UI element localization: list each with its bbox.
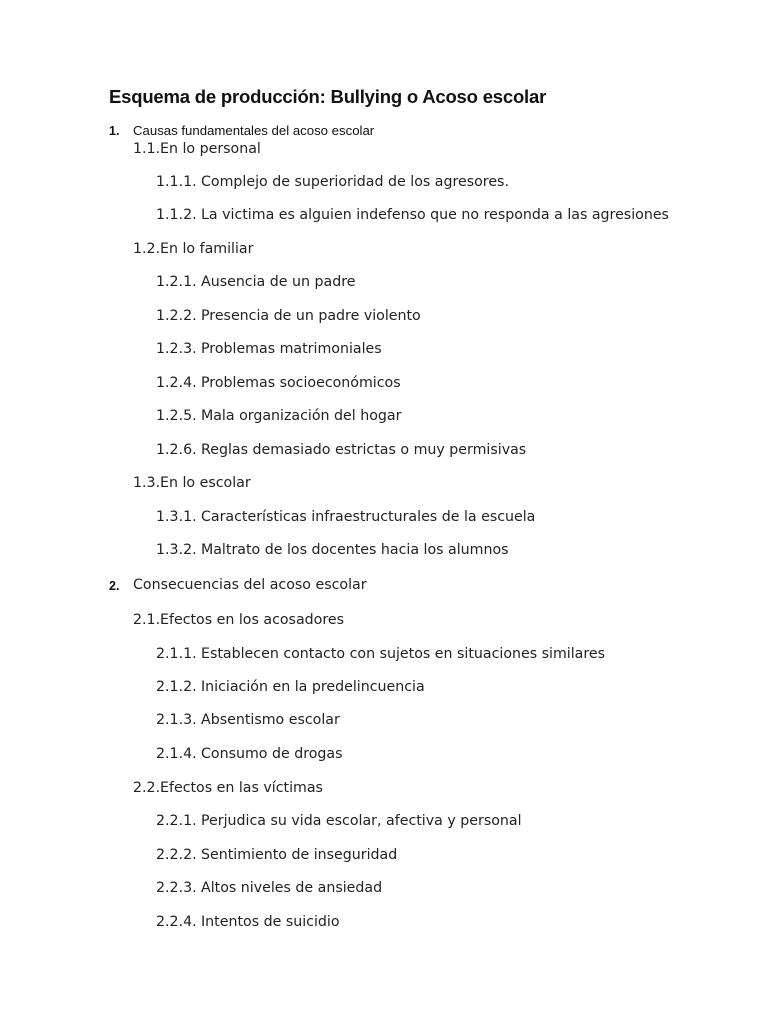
list-item — [156, 442, 526, 458]
list-item — [156, 679, 425, 695]
list-item — [156, 308, 421, 324]
subsection-label: En lo familiar — [160, 241, 254, 257]
item-label: Establecen contacto con sujetos en situaciones similares — [201, 646, 606, 662]
document-title: Esquema de producción: Bullying o Acoso escolar — [109, 86, 547, 107]
item-number: 1.2.4. — [156, 375, 197, 391]
list-item — [156, 880, 382, 896]
list-item — [156, 813, 522, 829]
subsection-label: Efectos en las víctimas — [160, 780, 323, 796]
list-item — [156, 341, 382, 357]
subsection-number: 1.1. — [133, 141, 161, 157]
list-item — [156, 542, 509, 558]
list-item — [156, 408, 401, 424]
item-label: Reglas demasiado estrictas o muy permisivas — [201, 442, 527, 458]
subsection-label: En lo personal — [160, 141, 261, 157]
item-number: 1.2.2. — [156, 308, 197, 324]
item-label: Ausencia de un padre — [201, 274, 356, 290]
item-number: 2.1.1. — [156, 646, 197, 662]
item-label: La victima es alguien indefenso que no responda a las agresiones — [201, 207, 669, 223]
item-number: 2.2.4. — [156, 914, 197, 930]
list-item — [156, 746, 343, 762]
item-number: 2.2.2. — [156, 847, 197, 863]
list-item — [156, 646, 605, 662]
subsection-number: 1.3. — [133, 475, 161, 491]
item-label: Perjudica su vida escolar, afectiva y personal — [201, 813, 522, 829]
item-number: 2.2.1. — [156, 813, 197, 829]
section-heading: Causas fundamentales del acoso escolar — [133, 123, 375, 138]
subsection-label: En lo escolar — [160, 475, 251, 491]
subsection-number: 1.2. — [133, 241, 161, 257]
subsection-heading — [133, 612, 344, 628]
subsection-number: 2.2. — [133, 780, 161, 796]
subsection-number: 2.1. — [133, 612, 161, 628]
subsection-heading — [133, 141, 261, 157]
item-number: 1.2.6. — [156, 442, 197, 458]
subsection-heading — [133, 475, 251, 491]
item-label: Complejo de superioridad de los agresores. — [201, 174, 509, 190]
list-item — [156, 274, 355, 290]
subsection-heading — [133, 780, 323, 796]
item-label: Consumo de drogas — [201, 746, 343, 762]
item-label: Altos niveles de ansiedad — [201, 880, 383, 896]
list-item — [156, 375, 401, 391]
item-label: Mala organización del hogar — [201, 408, 402, 424]
item-number: 1.1.1. — [156, 174, 197, 190]
item-number: 1.2.3. — [156, 341, 197, 357]
item-number: 1.3.2. — [156, 542, 197, 558]
item-number: 2.2.3. — [156, 880, 197, 896]
item-label: Intentos de suicidio — [201, 914, 340, 930]
item-number: 2.1.4. — [156, 746, 197, 762]
item-label: Iniciación en la predelincuencia — [201, 679, 425, 695]
list-item — [156, 914, 340, 930]
list-item — [156, 207, 669, 223]
list-item — [156, 847, 397, 863]
item-label: Presencia de un padre violento — [201, 308, 421, 324]
section-heading: Consecuencias del acoso escolar — [133, 577, 367, 593]
item-number: 1.1.2. — [156, 207, 197, 223]
list-item — [156, 712, 340, 728]
section-number: 1. — [109, 124, 120, 138]
item-label: Maltrato de los docentes hacia los alumnos — [201, 542, 509, 558]
item-number: 1.2.1. — [156, 274, 197, 290]
list-item — [156, 174, 509, 190]
item-label: Sentimiento de inseguridad — [201, 847, 398, 863]
subsection-label: Efectos en los acosadores — [160, 612, 344, 628]
subsection-heading — [133, 241, 253, 257]
list-item — [156, 509, 535, 525]
item-label: Características infraestructurales de la escuela — [201, 509, 536, 525]
item-number: 1.2.5. — [156, 408, 197, 424]
item-label: Problemas matrimoniales — [201, 341, 382, 357]
item-label: Absentismo escolar — [201, 712, 340, 728]
item-number: 1.3.1. — [156, 509, 197, 525]
item-label: Problemas socioeconómicos — [201, 375, 401, 391]
item-number: 2.1.2. — [156, 679, 197, 695]
item-number: 2.1.3. — [156, 712, 197, 728]
section-number: 2. — [109, 579, 120, 593]
